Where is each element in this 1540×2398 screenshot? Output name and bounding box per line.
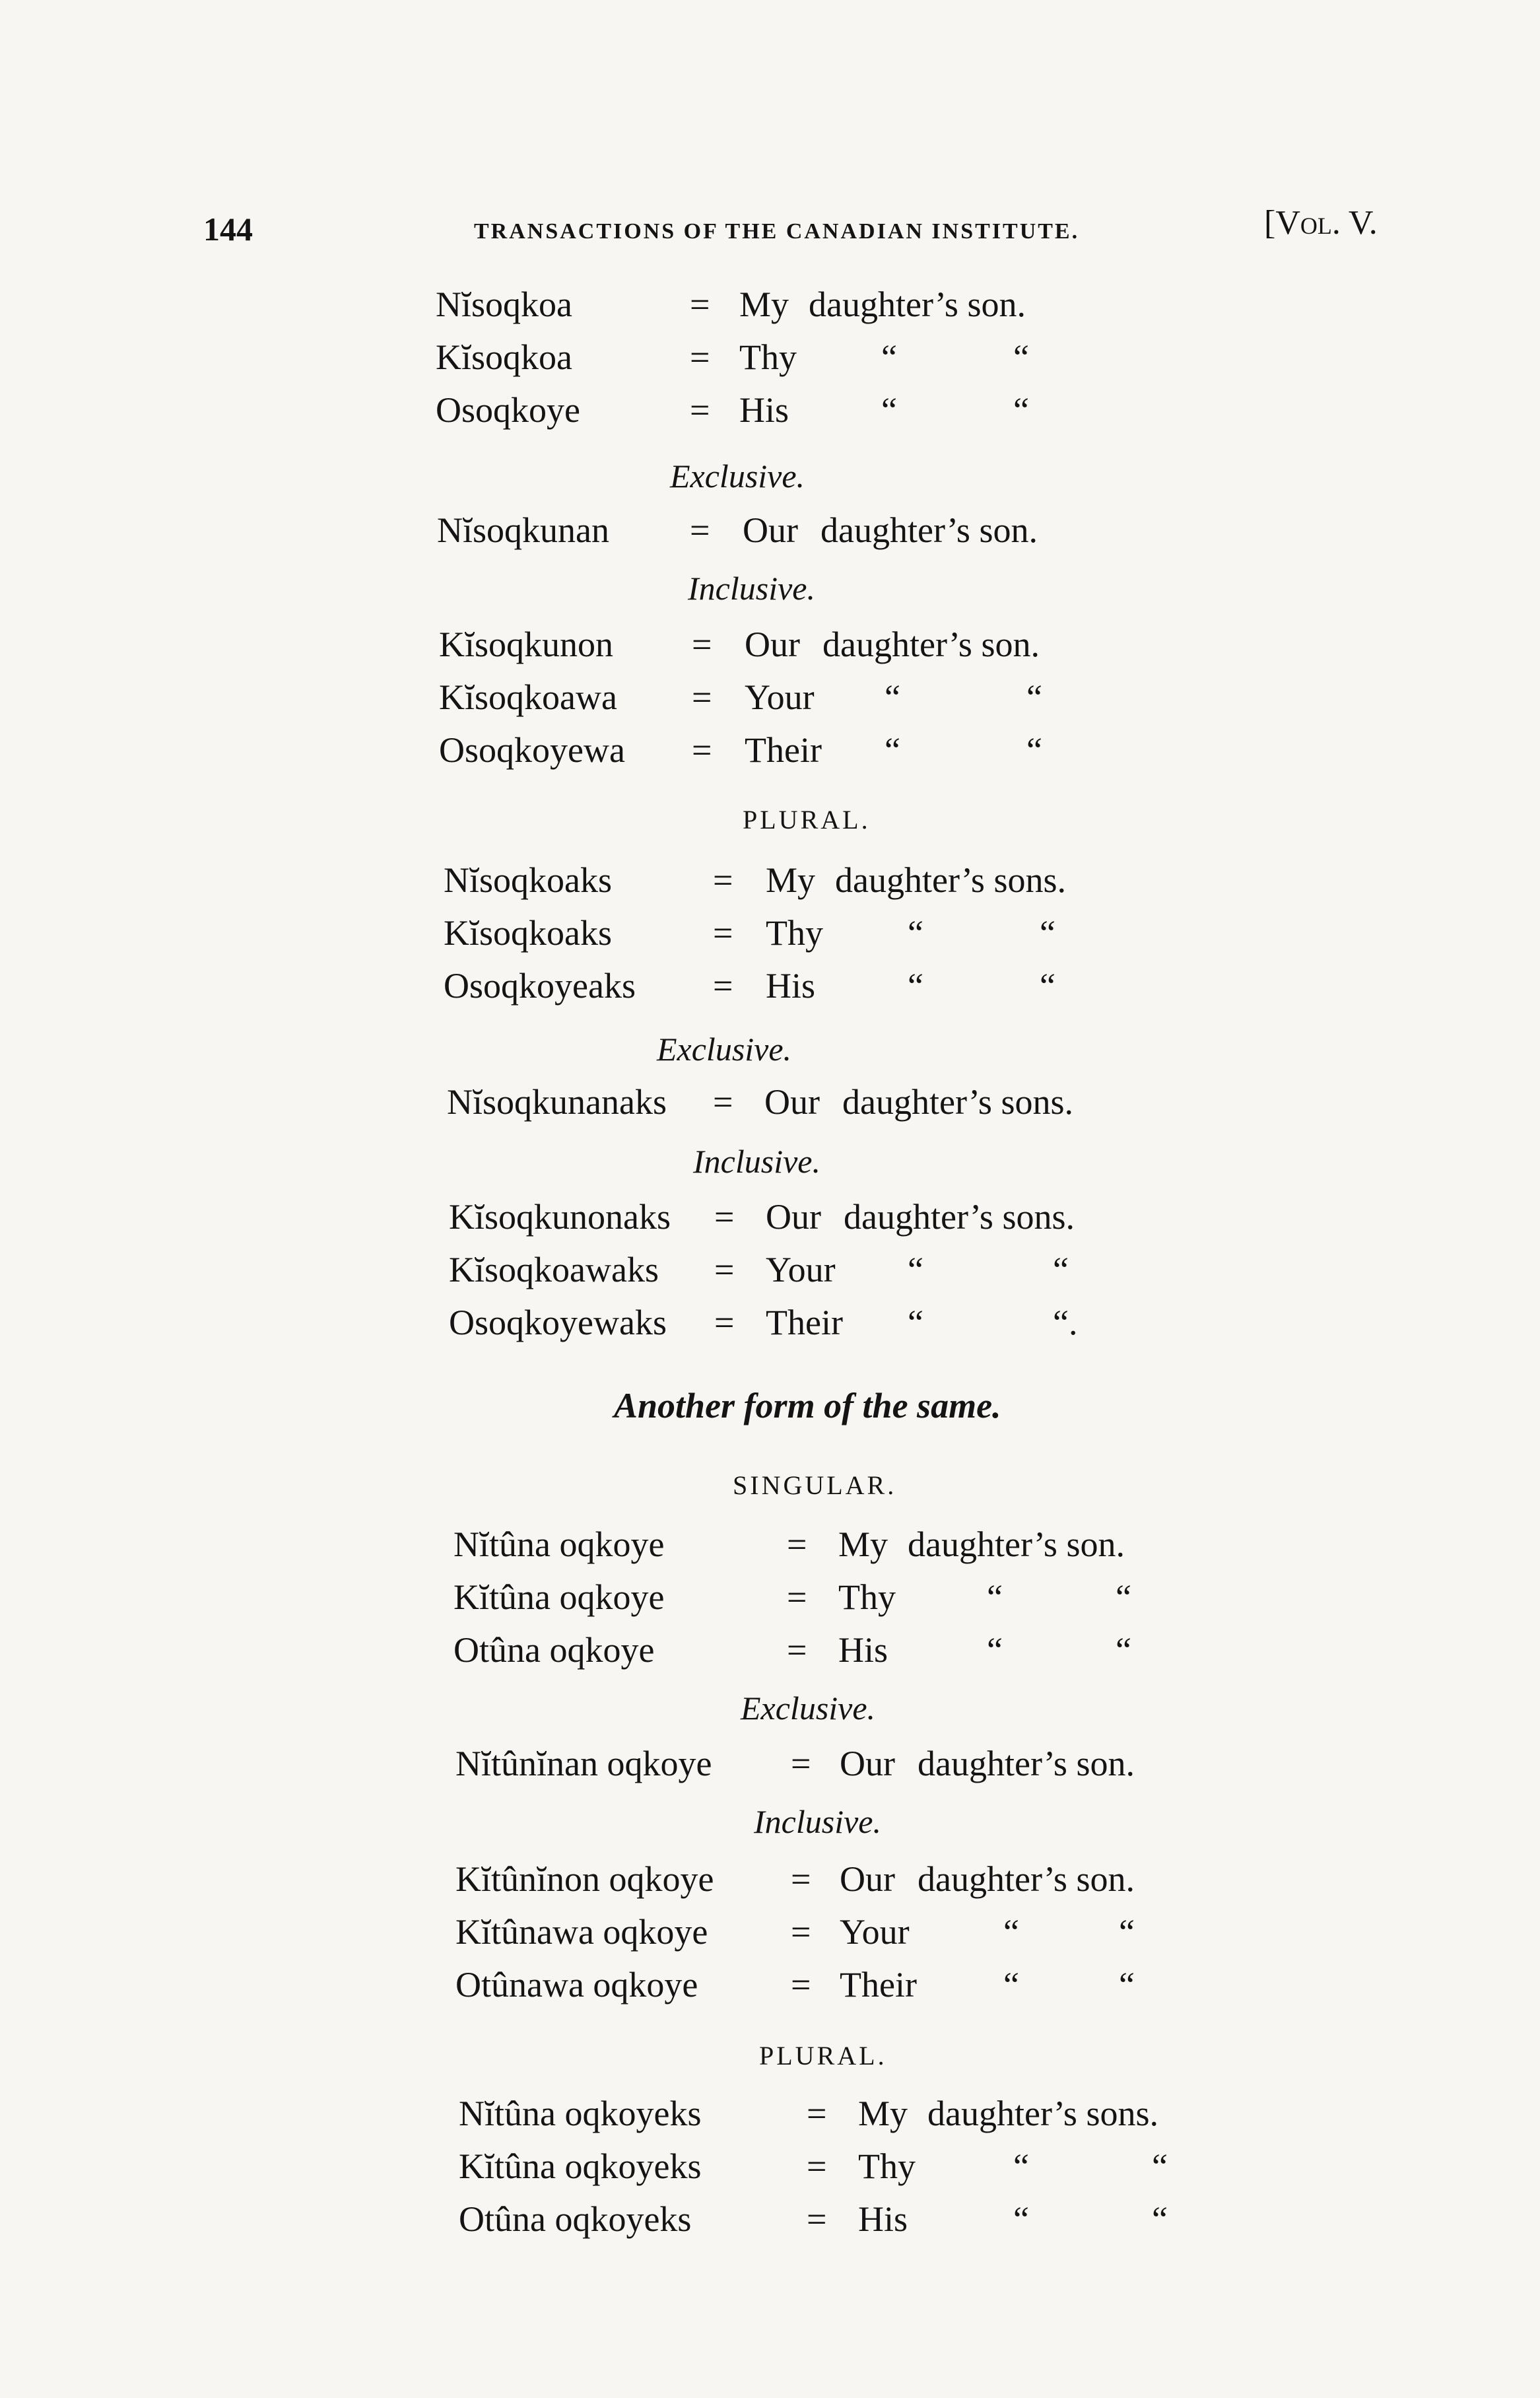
ditto-mark: “ — [908, 966, 923, 1006]
word-form: Kĭtûnĭnon oqkoye — [455, 1859, 714, 1899]
word-form: Nĭsoqkunan — [437, 510, 609, 550]
equals-sign: = — [690, 337, 710, 377]
word-form: Nĭtûnĭnan oqkoye — [455, 1744, 712, 1783]
pronoun: Their — [766, 1303, 843, 1342]
equals-sign: = — [690, 510, 710, 550]
ditto-mark: “ — [1119, 1965, 1135, 2004]
pronoun: My — [766, 860, 816, 900]
word-form: Osoqkoyeaks — [444, 966, 636, 1006]
word-form: Nĭsoqkoaks — [444, 860, 612, 900]
entry-row — [0, 1249, 1540, 1302]
entry-row — [0, 390, 1540, 442]
ditto-mark: “ — [1013, 2199, 1029, 2239]
word-form: Kĭsoqkoa — [436, 337, 572, 377]
word-form: Osoqkoyewa — [439, 730, 625, 770]
ditto-mark: “ — [1026, 730, 1042, 770]
ditto-mark: “ — [1040, 966, 1055, 1006]
ditto-mark: “ — [1040, 913, 1055, 953]
another-form-heading: Another form of the same. — [614, 1386, 1001, 1425]
ditto-mark: “ — [885, 677, 900, 717]
equals-sign: = — [692, 730, 712, 770]
word-form: Kĭsoqkoawaks — [449, 1250, 659, 1289]
entry-row — [0, 1859, 1540, 1911]
equals-sign: = — [791, 1965, 811, 2004]
entry-row — [0, 965, 1540, 1018]
entry-row — [0, 1964, 1540, 2017]
word-form: Nĭsoqkunanaks — [447, 1082, 667, 1122]
entry-row — [0, 1081, 1540, 1134]
entry-row — [0, 730, 1540, 782]
pronoun: Our — [840, 1859, 895, 1899]
translation: daughter’s son. — [918, 1859, 1135, 1899]
running-title: TRANSACTIONS OF THE CANADIAN INSTITUTE. — [474, 219, 1080, 244]
pronoun: My — [858, 2094, 908, 2133]
translation: daughter’s son. — [822, 625, 1040, 664]
ditto-mark: “ — [1119, 1912, 1135, 1952]
entry-row — [0, 1577, 1540, 1629]
equals-sign: = — [713, 860, 733, 900]
ditto-mark: “ — [1003, 1912, 1019, 1952]
ditto-mark: “ — [1116, 1630, 1131, 1670]
volume-label — [1264, 203, 1378, 242]
word-form: Kĭsoqkoawa — [439, 677, 617, 717]
plural-exclusive-heading: Exclusive. — [657, 1031, 792, 1068]
entry-row — [0, 677, 1540, 730]
word-form: Osoqkoye — [436, 390, 580, 430]
entry-row — [0, 337, 1540, 390]
equals-sign: = — [713, 966, 733, 1006]
ditto-mark: “. — [1053, 1303, 1078, 1342]
equals-sign: = — [787, 1524, 807, 1564]
translation: daughter’s sons. — [927, 2094, 1158, 2133]
pronoun: Thy — [766, 913, 823, 953]
word-form: Kĭtûna oqkoyeks — [459, 2146, 702, 2186]
pronoun: His — [838, 1630, 888, 1670]
equals-sign: = — [714, 1250, 735, 1289]
entry-row — [0, 1629, 1540, 1682]
ditto-mark: “ — [1013, 2146, 1029, 2186]
translation: daughter’s sons. — [835, 860, 1066, 900]
translation: daughter’s son. — [918, 1744, 1135, 1783]
translation: daughter’s sons. — [842, 1082, 1073, 1122]
pronoun: Your — [745, 677, 815, 717]
word-form: Otûnawa oqkoye — [455, 1965, 698, 2004]
pronoun: Their — [745, 730, 822, 770]
ditto-mark: “ — [1152, 2199, 1168, 2239]
volume-text: [Vol. V. — [1264, 204, 1378, 242]
equals-sign: = — [807, 2094, 827, 2133]
ditto-mark: “ — [1026, 677, 1042, 717]
equals-sign: = — [787, 1630, 807, 1670]
page-number: 144 — [203, 211, 253, 248]
ditto-mark: “ — [1116, 1577, 1131, 1617]
singular-heading: SINGULAR. — [733, 1470, 897, 1500]
translation: daughter’s son. — [809, 285, 1026, 324]
ditto-mark: “ — [987, 1577, 1003, 1617]
translation: daughter’s son. — [820, 510, 1038, 550]
equals-sign: = — [714, 1197, 735, 1237]
equals-sign: = — [807, 2199, 827, 2239]
plural-heading: PLURAL. — [743, 805, 871, 835]
word-form: Kĭtûna oqkoye — [453, 1577, 665, 1617]
exclusive-heading: Exclusive. — [670, 458, 805, 495]
entry-row — [0, 1743, 1540, 1796]
pronoun: Thy — [739, 337, 797, 377]
word-form: Nĭtûna oqkoyeks — [459, 2094, 702, 2133]
translation: daughter’s son. — [908, 1524, 1125, 1564]
equals-sign: = — [690, 285, 710, 324]
word-form: Kĭsoqkunon — [439, 625, 614, 664]
pronoun: Our — [743, 510, 798, 550]
pronoun: His — [739, 390, 789, 430]
p2-inclusive-heading: Inclusive. — [754, 1803, 881, 1840]
p2-exclusive-heading: Exclusive. — [741, 1690, 876, 1727]
pronoun: Your — [840, 1912, 910, 1952]
plural-inclusive-heading: Inclusive. — [693, 1143, 820, 1180]
ditto-mark: “ — [908, 1303, 923, 1342]
inclusive-heading: Inclusive. — [688, 570, 815, 607]
ditto-mark: “ — [881, 337, 897, 377]
entry-row — [0, 284, 1540, 337]
pronoun: Our — [745, 625, 800, 664]
equals-sign: = — [787, 1577, 807, 1617]
ditto-mark: “ — [881, 390, 897, 430]
equals-sign: = — [791, 1744, 811, 1783]
pronoun: His — [766, 966, 816, 1006]
equals-sign: = — [692, 625, 712, 664]
entry-row — [0, 1524, 1540, 1577]
ditto-mark: “ — [885, 730, 900, 770]
ditto-mark: “ — [987, 1630, 1003, 1670]
pronoun: Our — [766, 1197, 821, 1237]
entry-row — [0, 1302, 1540, 1355]
word-form: Kĭtûnawa oqkoye — [455, 1912, 708, 1952]
word-form: Otûna oqkoye — [453, 1630, 655, 1670]
entry-row — [0, 510, 1540, 563]
entry-row — [0, 912, 1540, 965]
word-form: Nĭtûna oqkoye — [453, 1524, 665, 1564]
entry-row — [0, 2199, 1540, 2251]
entry-row — [0, 2093, 1540, 2146]
pronoun: Thy — [838, 1577, 896, 1617]
equals-sign: = — [791, 1859, 811, 1899]
equals-sign: = — [714, 1303, 735, 1342]
equals-sign: = — [713, 913, 733, 953]
entry-row — [0, 624, 1540, 677]
word-form: Nĭsoqkoa — [436, 285, 572, 324]
pronoun: Our — [840, 1744, 895, 1783]
equals-sign: = — [791, 1912, 811, 1952]
equals-sign: = — [692, 677, 712, 717]
ditto-mark: “ — [1152, 2146, 1168, 2186]
equals-sign: = — [690, 390, 710, 430]
word-form: Otûna oqkoyeks — [459, 2199, 692, 2239]
p2-plural-heading: PLURAL. — [759, 2041, 887, 2071]
ditto-mark: “ — [1013, 390, 1029, 430]
ditto-mark: “ — [1003, 1965, 1019, 2004]
ditto-mark: “ — [1053, 1250, 1069, 1289]
pronoun: Their — [840, 1965, 917, 2004]
entry-row — [0, 860, 1540, 912]
pronoun: My — [739, 285, 789, 324]
ditto-mark: “ — [908, 913, 923, 953]
p2-plural — [0, 0, 1540, 1]
word-form: Kĭsoqkunonaks — [449, 1197, 671, 1237]
pronoun: Thy — [858, 2146, 916, 2186]
word-form: Osoqkoyewaks — [449, 1303, 667, 1342]
pronoun: My — [838, 1524, 888, 1564]
word-form: Kĭsoqkoaks — [444, 913, 612, 953]
translation: daughter’s sons. — [844, 1197, 1075, 1237]
pronoun: His — [858, 2199, 908, 2239]
pronoun: Our — [764, 1082, 820, 1122]
entry-row — [0, 2146, 1540, 2199]
equals-sign: = — [713, 1082, 733, 1122]
ditto-mark: “ — [908, 1250, 923, 1289]
entry-row — [0, 1196, 1540, 1249]
entry-row — [0, 1911, 1540, 1964]
pronoun: Your — [766, 1250, 836, 1289]
equals-sign: = — [807, 2146, 827, 2186]
ditto-mark: “ — [1013, 337, 1029, 377]
